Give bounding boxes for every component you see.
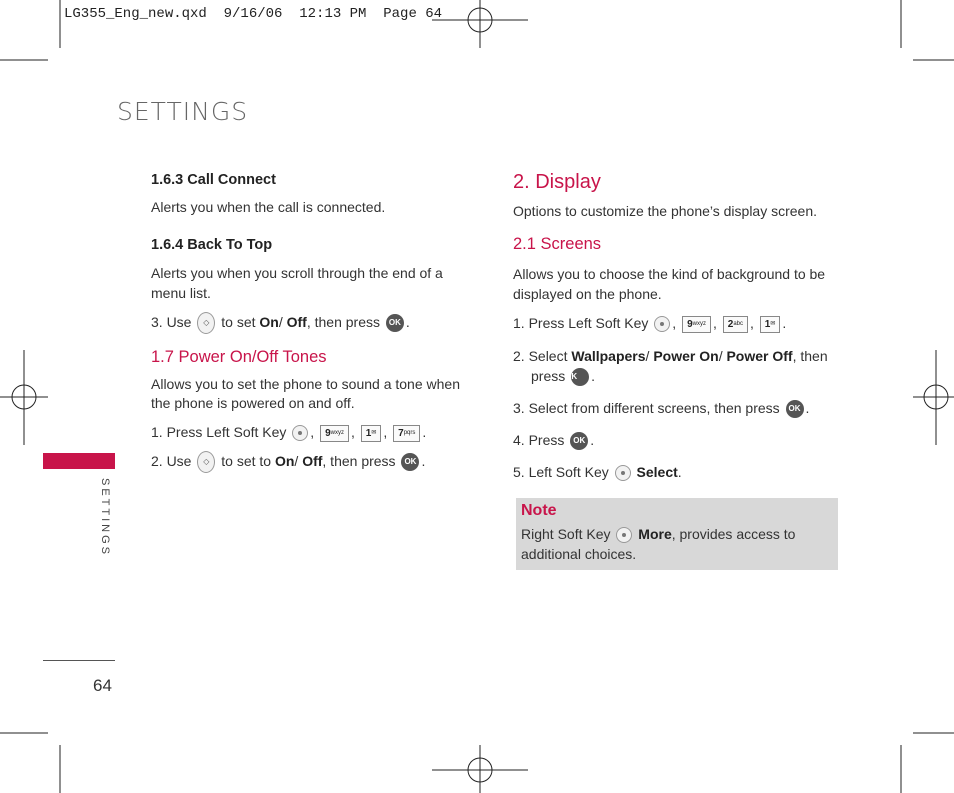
- ok-key-icon: OK: [570, 432, 588, 450]
- section-tab: [43, 453, 115, 469]
- left-soft-key-icon: [615, 465, 631, 481]
- power-tones-text: Allows you to set the phone to sound a tone when the phone is powered on and off.: [151, 376, 460, 411]
- screens-step2: 2. Select Wallpapers/ Power On/ Power Off, then press OK .: [513, 346, 853, 386]
- key-1-icon: 1✉: [760, 316, 781, 333]
- note-title: Note: [521, 502, 557, 519]
- page-number: 64: [93, 676, 112, 695]
- note-box: [516, 498, 838, 570]
- display-heading: 2. Display: [513, 171, 601, 193]
- key-9-icon: $9^{wxyz}$: [682, 316, 711, 333]
- key-7-icon: $7^{pqrs}$: [393, 425, 420, 442]
- power-tones-step1: 1. Press Left Soft Key , $9^{wxyz}$ , 1✉ , $7^{pqrs}$ .: [151, 424, 427, 440]
- screens-step3: 3. Select from different screens, then press OK .: [513, 398, 843, 418]
- call-connect-heading: 1.6.3 Call Connect: [151, 172, 276, 188]
- back-to-top-text: Alerts you when you scroll through the end of a menu list.: [151, 265, 443, 301]
- right-soft-key-icon: [616, 527, 632, 543]
- power-tones-heading: 1.7 Power On/Off Tones: [151, 348, 327, 366]
- side-section-label: SETTINGS: [99, 478, 111, 558]
- call-connect-text: Alerts you when the call is connected.: [151, 199, 386, 215]
- ok-key-icon: OK: [571, 368, 589, 386]
- footer-rule: [43, 660, 115, 661]
- navigation-key-icon: ◇: [197, 451, 215, 473]
- screens-step5: 5. Left Soft Key Select.: [513, 464, 682, 480]
- page-title: SETTINGS: [117, 97, 249, 126]
- power-tones-step2: 2. Use ◇ to set to On/ Off, then press OK .: [151, 451, 471, 473]
- navigation-key-icon: ◇: [197, 312, 215, 334]
- screens-step4: 4. Press OK .: [513, 430, 843, 450]
- ok-key-icon: OK: [386, 314, 404, 332]
- back-to-top-heading: 1.6.4 Back To Top: [151, 237, 273, 253]
- screens-step1: 1. Press Left Soft Key , $9^{wxyz}$ , $2^{abc}$ , 1✉ .: [513, 315, 787, 331]
- key-2-icon: $2^{abc}$: [723, 316, 748, 333]
- screens-heading: 2.1 Screens: [513, 235, 602, 253]
- key-9-icon: $9^{wxyz}$: [320, 425, 349, 442]
- back-to-top-step3: 3. Use ◇ to set On/ Off, then press OK .: [151, 312, 471, 334]
- display-text: Options to customize the phone’s display screen.: [513, 203, 818, 219]
- left-soft-key-icon: [654, 316, 670, 332]
- print-slug: LG355_Eng_new.qxd 9/16/06 12:13 PM Page 64: [64, 6, 443, 22]
- key-1-icon: 1✉: [361, 425, 382, 442]
- left-soft-key-icon: [292, 425, 308, 441]
- note-text: Right Soft Key More, provides access to additional choices.: [521, 526, 796, 562]
- screens-text: Allows you to choose the kind of background to be displayed on the phone.: [513, 266, 826, 302]
- ok-key-icon: OK: [786, 400, 804, 418]
- ok-key-icon: OK: [401, 453, 419, 471]
